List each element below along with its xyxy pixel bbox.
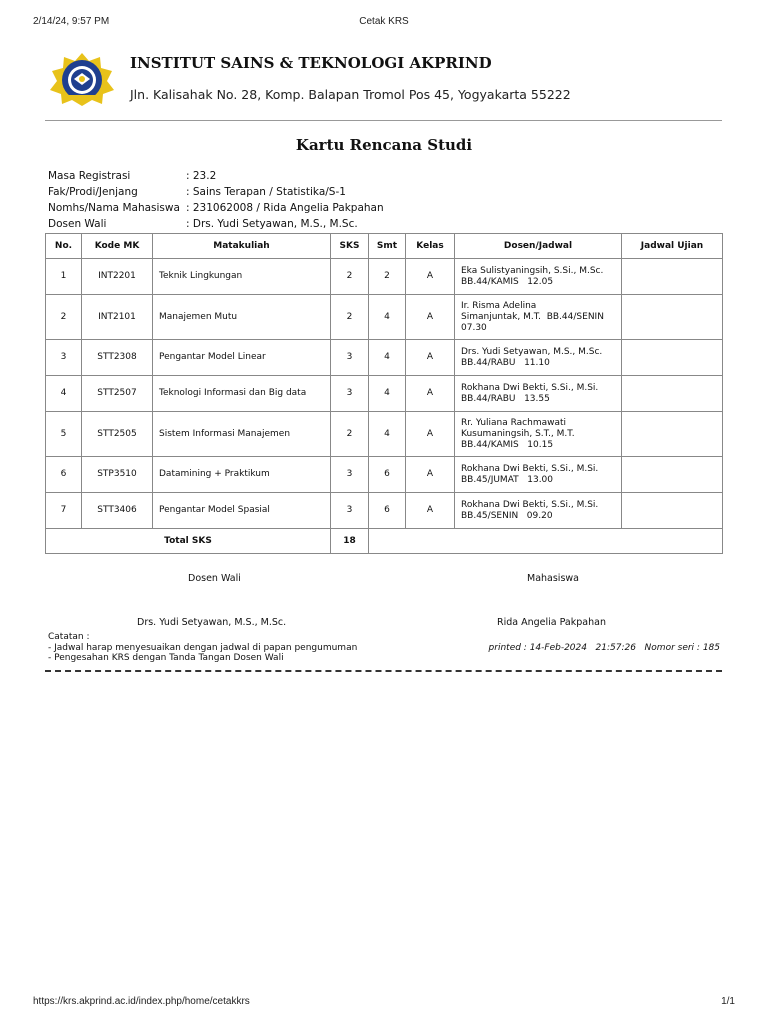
cell-dosen-jadwal [455, 412, 622, 457]
cell-sks: 2 [331, 412, 369, 457]
cell-jadwal-ujian [622, 493, 723, 529]
info-label: Masa Registrasi [48, 170, 131, 182]
dosen-line: 07.30 [461, 322, 487, 333]
signature-name-dosen-wali: Drs. Yudi Setyawan, M.S., M.Sc. [137, 617, 287, 628]
dosen-line: Ir. Risma Adelina [461, 300, 537, 311]
dosen-line: BB.44/KAMIS 12.05 [461, 276, 554, 287]
cell-kelas: A [406, 340, 455, 376]
dosen-line: BB.45/SENIN 09.20 [461, 510, 553, 521]
cell-smt: 2 [369, 259, 406, 295]
cell-kode: STT2308 [82, 340, 153, 376]
info-value: : 231062008 / Rida Angelia Pakpahan [186, 202, 384, 214]
print-timestamp: 2/14/24, 9:57 PM [33, 16, 110, 27]
info-value: : Sains Terapan / Statistika/S-1 [186, 186, 346, 198]
institution-logo-icon [48, 52, 116, 106]
cell-sks: 3 [331, 340, 369, 376]
total-value: 18 [331, 529, 369, 554]
krs-table [45, 233, 723, 554]
cell-kelas: A [406, 412, 455, 457]
info-label: Nomhs/Nama Mahasiswa [48, 202, 180, 214]
signature-name-mahasiswa: Rida Angelia Pakpahan [497, 617, 606, 628]
cell-smt: 4 [369, 376, 406, 412]
table-row [46, 259, 723, 295]
cell-sks: 2 [331, 259, 369, 295]
col-header-dosen: Dosen/Jadwal [455, 234, 622, 259]
table-header-row [46, 234, 723, 259]
table-row [46, 457, 723, 493]
col-header-no: No. [46, 234, 82, 259]
cell-no: 7 [46, 493, 82, 529]
dosen-line: BB.44/RABU 11.10 [461, 357, 550, 368]
print-page-number: 1/1 [721, 996, 735, 1007]
cell-dosen-jadwal [455, 295, 622, 340]
cell-no: 4 [46, 376, 82, 412]
total-empty-cell [369, 529, 723, 554]
dashed-divider [45, 670, 722, 672]
col-header-kode: Kode MK [82, 234, 153, 259]
printed-info: printed : 14-Feb-2024 21:57:26 Nomor seri : 185 [488, 643, 720, 653]
cell-no: 1 [46, 259, 82, 295]
col-header-ujian: Jadwal Ujian [622, 234, 723, 259]
cell-sks: 3 [331, 493, 369, 529]
table-row [46, 295, 723, 340]
cell-sks: 3 [331, 457, 369, 493]
cell-matakuliah: Datamining + Praktikum [153, 457, 331, 493]
cell-kelas: A [406, 493, 455, 529]
notes-line: - Pengesahan KRS dengan Tanda Tangan Dosen Wali [48, 653, 284, 663]
notes [48, 632, 357, 664]
total-label: Total SKS [46, 529, 331, 554]
cell-matakuliah: Manajemen Mutu [153, 295, 331, 340]
cell-jadwal-ujian [622, 259, 723, 295]
dosen-line: Rr. Yuliana Rachmawati [461, 417, 567, 428]
dosen-line: Rokhana Dwi Bekti, S.Si., M.Si. [461, 499, 599, 510]
dosen-line: BB.45/JUMAT 13.00 [461, 474, 554, 485]
dosen-line: Simanjuntak, M.T. BB.44/SENIN [461, 311, 604, 322]
cell-smt: 6 [369, 493, 406, 529]
cell-kelas: A [406, 259, 455, 295]
cell-kelas: A [406, 457, 455, 493]
cell-no: 2 [46, 295, 82, 340]
info-label: Fak/Prodi/Jenjang [48, 186, 138, 198]
cell-jadwal-ujian [622, 412, 723, 457]
print-footer [0, 996, 768, 1010]
cell-matakuliah: Teknik Lingkungan [153, 259, 331, 295]
cell-smt: 6 [369, 457, 406, 493]
cell-sks: 3 [331, 376, 369, 412]
cell-jadwal-ujian [622, 340, 723, 376]
col-header-kelas: Kelas [406, 234, 455, 259]
cell-no: 6 [46, 457, 82, 493]
cell-sks: 2 [331, 295, 369, 340]
total-row [46, 529, 723, 554]
cell-matakuliah: Teknologi Informasi dan Big data [153, 376, 331, 412]
cell-kode: INT2101 [82, 295, 153, 340]
cell-kelas: A [406, 376, 455, 412]
cell-smt: 4 [369, 295, 406, 340]
institution-address: Jln. Kalisahak No. 28, Komp. Balapan Tromol Pos 45, Yogyakarta 55222 [130, 87, 571, 102]
cell-jadwal-ujian [622, 376, 723, 412]
institution-name: INSTITUT SAINS & TEKNOLOGI AKPRIND [130, 54, 492, 72]
cell-kode: STT2505 [82, 412, 153, 457]
table-row [46, 412, 723, 457]
cell-dosen-jadwal [455, 493, 622, 529]
notes-heading: Catatan : [48, 632, 90, 642]
cell-no: 5 [46, 412, 82, 457]
cell-smt: 4 [369, 340, 406, 376]
table-row [46, 376, 723, 412]
cell-dosen-jadwal [455, 376, 622, 412]
col-header-sks: SKS [331, 234, 369, 259]
dosen-line: BB.44/RABU 13.55 [461, 393, 550, 404]
signature-label-dosen-wali: Dosen Wali [188, 573, 241, 584]
dosen-line: Drs. Yudi Setyawan, M.S., M.Sc. [461, 346, 603, 357]
cell-dosen-jadwal [455, 340, 622, 376]
print-url: https://krs.akprind.ac.id/index.php/home/cetakkrs [33, 996, 250, 1007]
info-label: Dosen Wali [48, 218, 107, 230]
dosen-line: Rokhana Dwi Bekti, S.Si., M.Si. [461, 382, 599, 393]
col-header-smt: Smt [369, 234, 406, 259]
cell-matakuliah: Pengantar Model Linear [153, 340, 331, 376]
document-title: Kartu Rencana Studi [295, 136, 473, 154]
cell-matakuliah: Sistem Informasi Manajemen [153, 412, 331, 457]
cell-matakuliah: Pengantar Model Spasial [153, 493, 331, 529]
header-divider [45, 120, 722, 121]
table-row [46, 493, 723, 529]
info-value: : Drs. Yudi Setyawan, M.S., M.Sc. [186, 218, 358, 230]
cell-kode: STT3406 [82, 493, 153, 529]
dosen-line: BB.44/KAMIS 10.15 [461, 439, 554, 450]
cell-kode: STT2507 [82, 376, 153, 412]
cell-kode: STP3510 [82, 457, 153, 493]
cell-jadwal-ujian [622, 295, 723, 340]
info-value: : 23.2 [186, 170, 217, 182]
cell-kode: INT2201 [82, 259, 153, 295]
cell-kelas: A [406, 295, 455, 340]
notes-line: - Jadwal harap menyesuaikan dengan jadwal di papan pengumuman [48, 642, 358, 653]
cell-smt: 4 [369, 412, 406, 457]
dosen-line: Kusumaningsih, S.T., M.T. [461, 428, 575, 439]
col-header-matakuliah: Matakuliah [153, 234, 331, 259]
cell-dosen-jadwal [455, 457, 622, 493]
cell-dosen-jadwal [455, 259, 622, 295]
dosen-line: Rokhana Dwi Bekti, S.Si., M.Si. [461, 463, 599, 474]
signature-label-mahasiswa: Mahasiswa [527, 573, 579, 584]
print-page-title: Cetak KRS [359, 16, 409, 27]
cell-no: 3 [46, 340, 82, 376]
cell-jadwal-ujian [622, 457, 723, 493]
print-header [0, 16, 768, 30]
table-row [46, 340, 723, 376]
dosen-line: Eka Sulistyaningsih, S.Si., M.Sc. [461, 265, 604, 276]
